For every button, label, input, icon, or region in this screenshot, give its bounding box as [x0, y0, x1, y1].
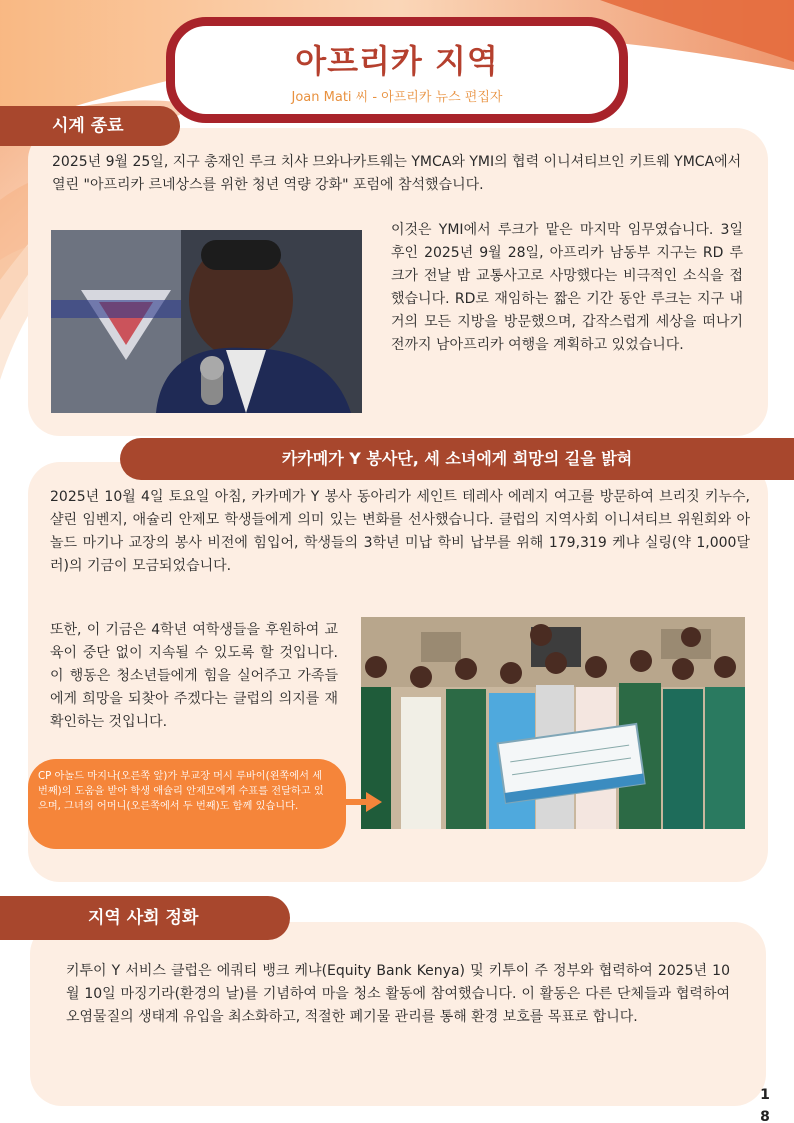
section-1-intro: 2025년 9월 25일, 지구 총재인 루크 치샤 므와나카트웨는 YMCA와 YMI의 협력 이니셔티브인 키트웨 YMCA에서 열린 "아프리카 르네상스를 위한 청년 역량 강화" 포럼에 참석했습니다. — [52, 154, 742, 193]
section-3-label: 지역 사회 정화 — [0, 896, 290, 940]
section-1-label: 시계 종료 — [0, 106, 180, 146]
caption-arrow-icon — [344, 792, 382, 812]
page-number: 18 — [760, 1087, 770, 1123]
section-2-label: 카카메가 Y 봉사단, 세 소녀에게 희망의 길을 밝혀 — [120, 438, 794, 480]
section-3-body: 키투이 Y 서비스 클럽은 에쿼티 뱅크 케냐(Equity Bank Kenya) 및 키투이 주 정부와 협력하여 2025년 10월 10일 마징기라(환경의 날)를 기념하여 마을 청소 활동에 참여했습니다. 이 활동은 다른 단체들과 협력하여 오염물질의 생태계 유입을 최소화하고, 적절한 폐기물 관리를 통해 환경 보호를 목표로 합니다. — [66, 963, 730, 1025]
section-2-intro: 2025년 10월 4일 토요일 아침, 카카메가 Y 봉사 동아리가 세인트 테레사 에레지 여고를 방문하여 브리짓 키누수, 샬린 임벤지, 애슐리 안제모 학생들에게 의미 있는 변화를 선사했습니다. 클럽의 지역사회 이니셔티브 위원회와 아놀드 마기나 교장의 봉사 비전에 힘입어, 학생들의 3학년 미납 학비 납부를 위해 179,319 케냐 실링(약 1,000달러)의 기금이 모금되었습니다. — [50, 489, 750, 574]
section-1-body: 이것은 YMI에서 루크가 맡은 마지막 임무였습니다. 3일 후인 2025년 9월 28일, 아프리카 남동부 지구는 RD 루크가 전날 밤 교통사고로 사망했다는 비극적인 소식을 접했습니다. RD로 재임하는 짧은 기간 동안 루크는 지구 내 거의 모든 지방을 방문했으며, 갑작스럽게 세상을 떠나기 전까지 남아프리카 여행을 계획하고 있었습니다. — [391, 222, 743, 353]
title-box — [166, 17, 628, 123]
photo-caption: CP 아놀드 마지나(오른쪽 앞)가 부교장 머시 루바이(왼쪽에서 세 번째)의 도움을 받아 학생 애슐리 안제모에게 수표를 전달하고 있으며, 그녀의 어머니(오른쪽에서 두 번째)도 함께 있습니다. — [28, 759, 346, 849]
group-photo — [361, 617, 745, 829]
speaker-photo — [51, 230, 362, 413]
section-2-body: 또한, 이 기금은 4학년 여학생들을 후원하여 교육이 중단 없이 지속될 수 있도록 할 것입니다. 이 행동은 청소년들에게 힘을 실어주고 가족들에게 희망을 되찾아 주겠다는 클럽의 의지를 재확인하는 것입니다. — [50, 622, 338, 730]
page-subtitle: Joan Mati 씨 - 아프리카 뉴스 편집자 — [291, 90, 503, 105]
page-title: 아프리카 지역 — [295, 42, 499, 80]
